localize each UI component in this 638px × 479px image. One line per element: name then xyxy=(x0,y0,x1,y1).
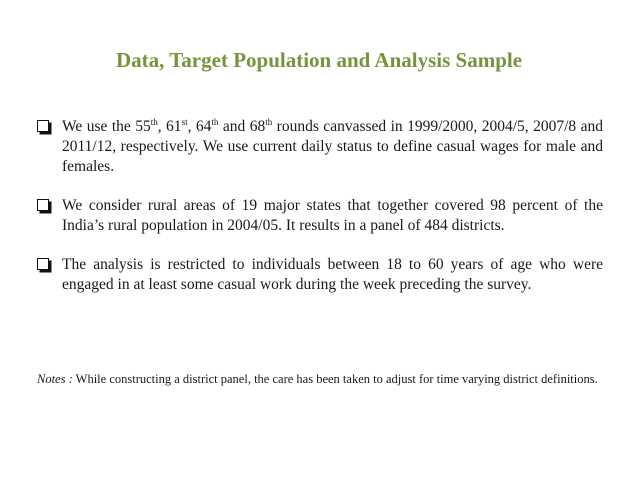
slide-title: Data, Target Population and Analysis Sample xyxy=(115,48,523,72)
bullet-item-analysis-restriction xyxy=(37,255,603,295)
bullet-list xyxy=(37,117,603,314)
notes-label: Notes : xyxy=(37,372,73,386)
bullet-text-part: , 61 xyxy=(157,118,182,135)
ordinal-suffix: th xyxy=(150,117,158,127)
ordinal-suffix: th xyxy=(211,117,219,127)
bullet-item-rural-areas xyxy=(37,196,603,236)
notes-text: While constructing a district panel, the care has been taken to adjust for time varying district definitions. xyxy=(72,372,598,386)
bullet-text-part: , 64 xyxy=(187,118,212,135)
bullet-text-part: rounds canvassed in 1999/2000, 2004/5, 2007/8 and 2011/12, respectively. We use current daily status to define casual wages for male and females. xyxy=(62,118,603,175)
checkbox-bullet-icon xyxy=(37,199,49,211)
bullet-text-part: We use the 55 xyxy=(62,118,151,135)
bullet-text-part: and 68 xyxy=(218,118,266,135)
bullet-text: The analysis is restricted to individuals between 18 to 60 years of age who were engaged in at least some casual work during the week preceding the survey. xyxy=(62,256,603,293)
ordinal-suffix: th xyxy=(265,117,273,127)
bullet-item-rounds xyxy=(37,117,603,177)
bullet-text: We consider rural areas of 19 major states that together covered 98 percent of the India’s rural population in 2004/05. It results in a panel of 484 districts. xyxy=(62,197,603,234)
checkbox-bullet-icon xyxy=(37,120,49,132)
checkbox-bullet-icon xyxy=(37,258,49,270)
ordinal-suffix: st xyxy=(181,117,188,127)
notes-paragraph xyxy=(37,370,603,388)
